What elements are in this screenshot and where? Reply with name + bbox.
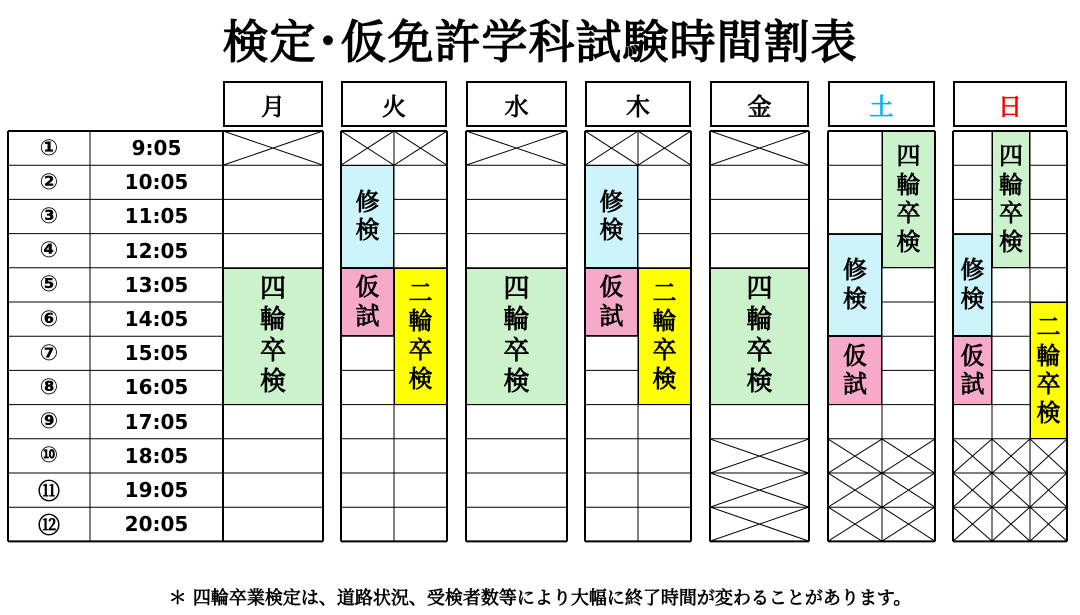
cross-mark bbox=[710, 507, 809, 541]
exam-block-char: 検 bbox=[259, 367, 286, 398]
exam-block bbox=[953, 336, 992, 404]
period-number: ③ bbox=[39, 203, 59, 229]
exam-block-char: 卒 bbox=[408, 336, 433, 365]
exam-block-char: 二 bbox=[652, 278, 677, 307]
day-header-2: 水 bbox=[466, 81, 567, 127]
exam-block-char: 輪 bbox=[746, 305, 773, 335]
cross-mark bbox=[710, 131, 809, 165]
cross-mark bbox=[466, 131, 567, 165]
period-time: 17:05 bbox=[124, 409, 189, 434]
cross-mark bbox=[710, 439, 809, 473]
unavailable-cell bbox=[953, 439, 992, 473]
cross-mark bbox=[1030, 507, 1067, 541]
unavailable-cell bbox=[710, 473, 809, 507]
cross-mark bbox=[828, 473, 882, 507]
exam-block bbox=[223, 268, 323, 405]
period-number: ⑪ bbox=[37, 479, 60, 505]
period-time: 10:05 bbox=[124, 170, 189, 195]
exam-block-char: 試 bbox=[355, 301, 380, 330]
period-time: 14:05 bbox=[124, 307, 189, 332]
period-time: 19:05 bbox=[124, 478, 189, 503]
footnote: ＊ 四輪卒業検定は、道路状況、受検者数等により大幅に終了時間が変わることがあります。 bbox=[168, 588, 912, 609]
exam-block bbox=[992, 131, 1030, 268]
cross-mark bbox=[992, 507, 1030, 541]
exam-block-char: 卒 bbox=[746, 336, 773, 367]
cross-mark bbox=[992, 439, 1030, 473]
unavailable-cell bbox=[466, 131, 567, 165]
day-header-3: 木 bbox=[585, 81, 691, 127]
exam-block-char: 輪 bbox=[1036, 341, 1061, 370]
period-number: ④ bbox=[39, 238, 59, 264]
unavailable-cell bbox=[710, 439, 809, 473]
exam-block-char: 輪 bbox=[896, 170, 921, 199]
day-header-0: 月 bbox=[223, 81, 323, 127]
unavailable-cell bbox=[953, 507, 992, 541]
unavailable-cell bbox=[638, 131, 691, 165]
period-time: 18:05 bbox=[124, 443, 189, 468]
exam-block-char: 検 bbox=[355, 216, 380, 245]
cross-mark bbox=[341, 131, 394, 165]
period-time: 16:05 bbox=[124, 375, 189, 400]
cross-mark bbox=[953, 473, 992, 507]
cross-mark bbox=[394, 131, 447, 165]
period-time: 12:05 bbox=[124, 238, 189, 263]
exam-block bbox=[1030, 302, 1067, 439]
exam-block-char: 試 bbox=[960, 370, 985, 399]
cross-mark bbox=[882, 439, 935, 473]
exam-block-char: 修 bbox=[355, 187, 380, 216]
exam-block bbox=[585, 268, 638, 336]
exam-block bbox=[828, 336, 882, 404]
day-header-6: 日 bbox=[953, 81, 1067, 127]
exam-block-char: 卒 bbox=[1036, 370, 1061, 399]
period-number: ⑫ bbox=[37, 513, 60, 539]
exam-block-char: 検 bbox=[843, 284, 867, 313]
unavailable-cell bbox=[1030, 473, 1067, 507]
exam-block-char: 仮 bbox=[355, 273, 380, 302]
exam-block-char: 試 bbox=[599, 301, 624, 330]
cross-mark bbox=[585, 131, 638, 165]
exam-block bbox=[638, 268, 691, 405]
unavailable-cell bbox=[223, 131, 323, 165]
unavailable-cell bbox=[341, 131, 394, 165]
exam-block-char: 検 bbox=[999, 228, 1023, 257]
exam-block-char: 卒 bbox=[896, 199, 921, 228]
period-time: 11:05 bbox=[124, 204, 189, 229]
exam-block-char: 輪 bbox=[408, 307, 433, 336]
unavailable-cell bbox=[992, 473, 1030, 507]
unavailable-cell bbox=[953, 473, 992, 507]
unavailable-cell bbox=[828, 439, 882, 473]
exam-block bbox=[341, 268, 394, 336]
exam-block bbox=[341, 165, 394, 268]
exam-block-char: 輪 bbox=[503, 305, 530, 335]
period-time: 13:05 bbox=[124, 272, 189, 297]
unavailable-cell bbox=[585, 131, 638, 165]
exam-block-char: 仮 bbox=[599, 273, 624, 302]
exam-block bbox=[466, 268, 567, 405]
exam-block-char: 検 bbox=[960, 284, 985, 313]
unavailable-cell bbox=[882, 473, 935, 507]
period-number: ⑦ bbox=[39, 340, 59, 366]
exam-block bbox=[394, 268, 447, 405]
exam-block-char: 四 bbox=[999, 141, 1023, 170]
cross-mark bbox=[1030, 473, 1067, 507]
cross-mark bbox=[882, 473, 935, 507]
exam-block-char: 卒 bbox=[652, 336, 677, 365]
exam-block-char: 四 bbox=[896, 141, 921, 170]
unavailable-cell bbox=[882, 507, 935, 541]
unavailable-cell bbox=[992, 507, 1030, 541]
day-header-4: 金 bbox=[710, 81, 809, 127]
period-number: ⑤ bbox=[39, 272, 59, 298]
exam-block-char: 二 bbox=[408, 278, 433, 307]
exam-block bbox=[585, 165, 638, 268]
period-time: 15:05 bbox=[124, 341, 189, 366]
unavailable-cell bbox=[992, 439, 1030, 473]
exam-block-char: 四 bbox=[259, 273, 286, 304]
exam-block-char: 四 bbox=[503, 273, 530, 304]
cross-mark bbox=[710, 473, 809, 507]
unavailable-cell bbox=[710, 507, 809, 541]
cross-mark bbox=[953, 507, 992, 541]
unavailable-cell bbox=[1030, 507, 1067, 541]
cross-mark bbox=[882, 507, 935, 541]
exam-block-char: 輪 bbox=[259, 305, 286, 335]
cross-mark bbox=[953, 439, 992, 473]
exam-block-char: 修 bbox=[599, 187, 624, 216]
exam-block-char: 検 bbox=[408, 364, 433, 393]
exam-block-char: 輪 bbox=[652, 307, 677, 336]
exam-block-char: 輪 bbox=[999, 170, 1023, 199]
exam-block bbox=[882, 131, 935, 268]
exam-block-char: 試 bbox=[843, 370, 867, 399]
day-header-1: 火 bbox=[341, 81, 447, 127]
exam-block-char: 卒 bbox=[259, 336, 286, 367]
exam-block-char: 検 bbox=[746, 367, 773, 398]
exam-block-char: 検 bbox=[896, 228, 921, 257]
unavailable-cell bbox=[710, 131, 809, 165]
exam-block-char: 修 bbox=[843, 256, 867, 285]
cross-mark bbox=[992, 473, 1030, 507]
cross-mark bbox=[1030, 439, 1067, 473]
exam-block-char: 検 bbox=[652, 364, 677, 393]
exam-block bbox=[710, 268, 809, 405]
exam-block-char: 仮 bbox=[960, 341, 985, 370]
period-number: ⑥ bbox=[39, 306, 59, 332]
exam-block-char: 二 bbox=[1036, 312, 1061, 341]
exam-block bbox=[953, 234, 992, 337]
period-number: ⑨ bbox=[39, 409, 59, 435]
exam-block bbox=[828, 234, 882, 337]
cross-mark bbox=[828, 439, 882, 473]
exam-block-char: 卒 bbox=[503, 336, 530, 367]
period-time: 9:05 bbox=[131, 136, 182, 161]
exam-block-char: 検 bbox=[503, 367, 530, 398]
exam-block-char: 卒 bbox=[999, 199, 1023, 228]
exam-block-char: 修 bbox=[960, 256, 985, 285]
cross-mark bbox=[638, 131, 691, 165]
cross-mark bbox=[223, 131, 323, 165]
page-title: 検定･仮免許学科試験時間割表 bbox=[222, 15, 858, 69]
period-number: ⑩ bbox=[39, 443, 59, 469]
unavailable-cell bbox=[1030, 439, 1067, 473]
day-header-5: 土 bbox=[828, 81, 935, 127]
period-number: ② bbox=[39, 169, 59, 195]
cross-mark bbox=[828, 507, 882, 541]
exam-block-char: 仮 bbox=[843, 341, 867, 370]
period-number: ⑧ bbox=[39, 374, 59, 400]
unavailable-cell bbox=[828, 473, 882, 507]
period-number: ① bbox=[39, 135, 59, 161]
exam-block-char: 四 bbox=[746, 273, 773, 304]
exam-block-char: 検 bbox=[599, 216, 624, 245]
unavailable-cell bbox=[828, 507, 882, 541]
unavailable-cell bbox=[394, 131, 447, 165]
period-time: 20:05 bbox=[124, 512, 189, 537]
unavailable-cell bbox=[882, 439, 935, 473]
exam-block-char: 検 bbox=[1036, 399, 1061, 428]
